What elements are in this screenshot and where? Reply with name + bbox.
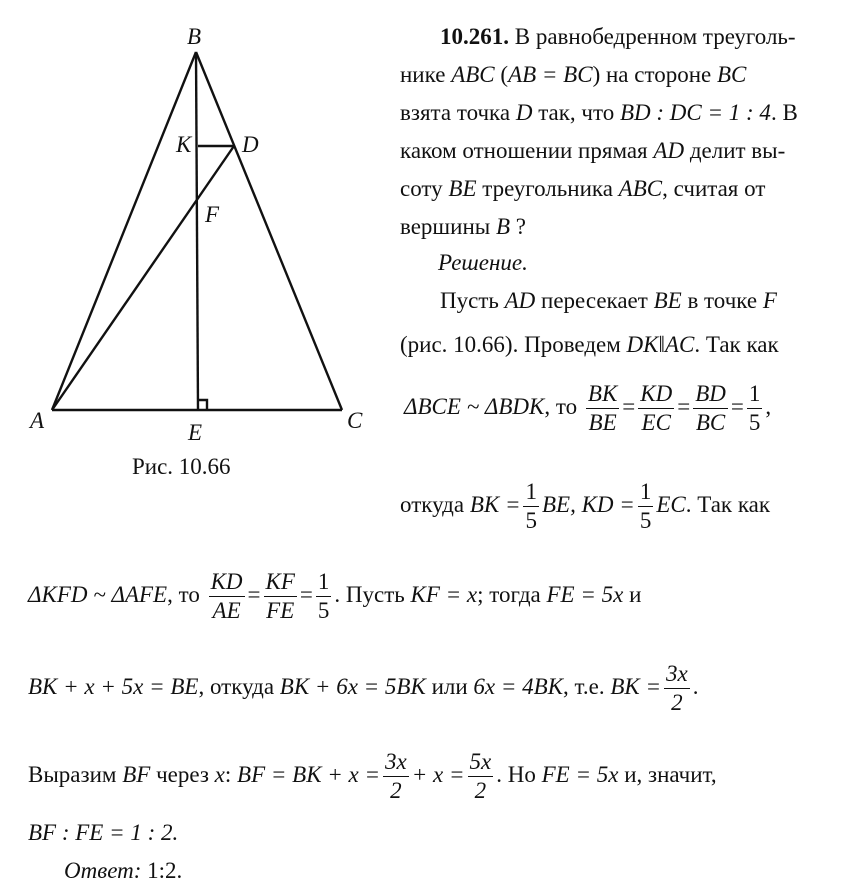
solution-line-6: BK + x + 5x = BE, откуда BK + 6x = 5BK или 6x = 4BK, т.е. BK = $\frac{3x}{2}$ . [28,661,699,715]
altitude-be [196,52,198,410]
fraction-one-fifth: $\frac{1}{5}$ [748,381,761,435]
label-f: F [205,202,220,227]
answer [64,856,182,886]
label-b: B [187,24,202,49]
fraction-bk-be: $\frac{BK}{BE}$ [587,381,618,435]
right-angle-mark [198,400,207,410]
problem-line-5: соту BE треугольника ABC, считая от [400,176,766,201]
solution-line-5: ΔKFD ~ ΔAFE, то $\frac{KD}{AE}$ = $\frac{KF}{FE}$ = $\frac{1}{5}$ . Пусть KF = x; тогда FE = 5x и [28,569,642,623]
problem-line-6: вершины B ? [400,214,526,239]
solution-line-3: ΔBCE ~ ΔBDK, то $\frac{BK}{BE}$ = $\frac{KD}{EC}$ = $\frac{BD}{BC}$ = $\frac{1}{5}$ , [404,381,772,435]
figure-caption: Рис. 10.66 [132,454,231,479]
label-k: K [176,132,192,157]
solution-line-1: Пусть AD пересекает BE в точке F [440,288,777,313]
fraction-bd-bc: $\frac{BD}{BC}$ [695,381,726,435]
solution-line-2: (рис. 10.66). Проведем DK‖AC. Так как [400,332,779,357]
side-bc [196,52,342,410]
problem-line-3: взята точка D так, что BD : DC = 1 : 4. В [400,100,798,125]
problem-line-1: 10.261. В равнобедренном треуголь- [440,24,796,49]
label-e: E [188,420,203,445]
answer-label: Ответ: [64,858,142,883]
solution-line-4: откуда BK = $\frac{1}{5}$ BE, KD = $\frac{1}{5}$ EC. Так как [400,479,771,533]
label-a: A [30,408,45,433]
triangle-figure [0,0,400,500]
solution-line-8: BF : FE = 1 : 2. [28,820,179,845]
solution-heading: Решение. [438,250,528,275]
problem-line-4: каком отношении прямая AD делит вы- [400,138,786,163]
fraction-kd-ec: $\frac{KD}{EC}$ [640,381,673,435]
label-c: C [347,408,363,433]
problem-number: 10.261. [440,24,509,49]
solution-line-7: Выразим BF через x: BF = BK + x = $\frac{3x}{2}$ + x = $\frac{5x}{2}$ . Но FE = 5x и, значит, [28,749,717,803]
answer-value: 1:2. [147,858,183,883]
label-d: D [242,132,259,157]
problem-line-2: нике ABC (AB = BC) на стороне BC [400,62,747,87]
